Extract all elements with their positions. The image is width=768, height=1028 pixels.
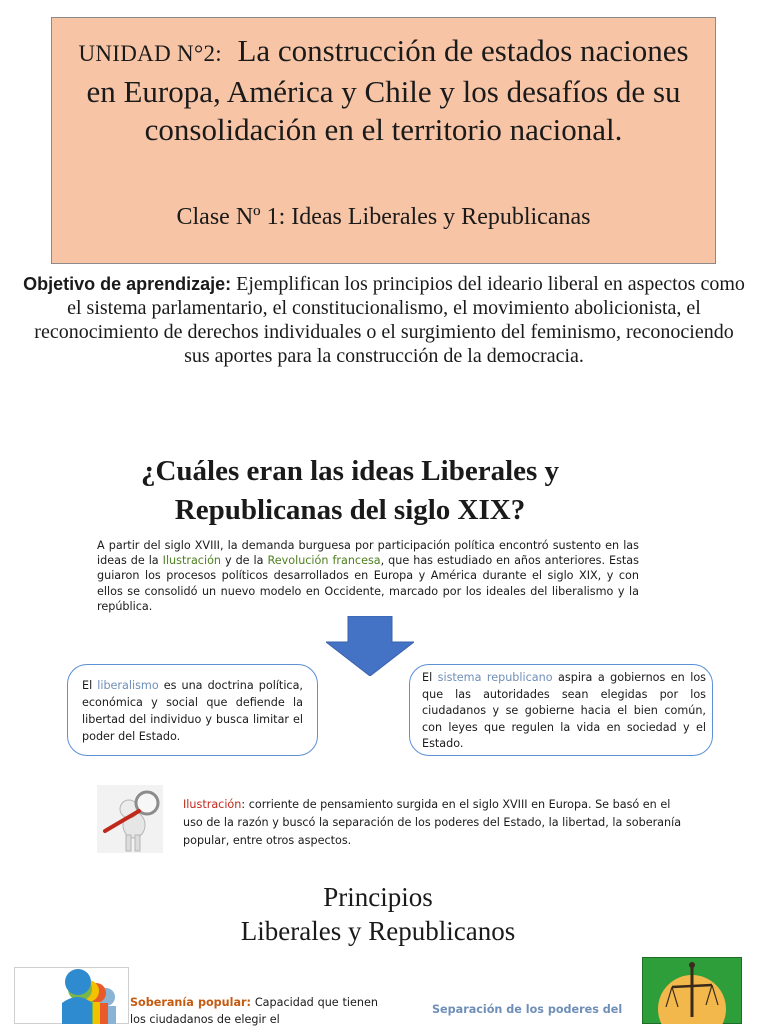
liberalismo-text: es una doctrina política, económica y social que defiende la libertad del individuo y busca limitar el poder del Estado. xyxy=(82,679,303,743)
intro-text-3: , que has estudiado en años anteriores. Estas guiaron los procesos políticos desarrollados en Europa y América durante el siglo XIX, y con ellos se consolidó un nuevo modelo en Occidente, marcado por los ideales del liberalismo y la república. xyxy=(97,554,639,613)
intro-text-2: y de la xyxy=(221,554,268,568)
principios-heading xyxy=(150,880,606,948)
term-ilustracion-def: Ilustración xyxy=(183,798,242,811)
republicano-definition xyxy=(409,664,713,756)
down-arrow-icon xyxy=(326,616,414,676)
objective-text: Ejemplifican los principios del ideario liberal en aspectos como el sistema parlamentario, el constitucionalismo, el movimiento abolicionista, el reconocimiento de derechos individuales o el surgimiento del feminismo, reconociendo sus aportes para la construcción de la democracia. xyxy=(34,273,745,367)
section-question xyxy=(60,452,640,530)
ilustracion-def-text: : corriente de pensamiento surgida en el siglo XVIII en Europa. Se basó en el uso de la razón y buscó la separación de los poderes del Estado, la libertad, la soberanía popular, entre otros aspectos. xyxy=(183,798,682,847)
justice-scale-icon xyxy=(642,957,742,1024)
separacion-poderes-heading: Separación de los poderes del xyxy=(432,1003,623,1016)
republicano-prefix: El xyxy=(422,671,438,684)
people-crowd-icon xyxy=(14,967,129,1024)
liberalismo-prefix: El xyxy=(82,679,98,692)
term-soberania-popular: Soberanía popular: xyxy=(130,996,251,1009)
liberalismo-definition xyxy=(67,664,318,756)
unit-header-box xyxy=(51,17,716,264)
term-ilustracion: Ilustración xyxy=(162,554,222,568)
objective-label: Objetivo de aprendizaje: xyxy=(23,274,232,294)
magnifying-glass-figure-icon xyxy=(97,785,163,853)
soberania-text: Capacidad que tienen los ciudadanos de elegir el xyxy=(130,996,378,1026)
principios-line-1: Principios xyxy=(323,882,433,912)
soberania-popular-definition xyxy=(130,994,378,1028)
ilustracion-definition xyxy=(183,796,683,850)
intro-text-1: A partir del siglo XVIII, la demanda burguesa por participación política encontró sustento en las ideas de la xyxy=(97,539,639,568)
question-line-2: Republicanas del siglo XIX? xyxy=(174,494,526,526)
term-liberalismo: liberalismo xyxy=(97,679,159,692)
learning-objective xyxy=(22,272,746,368)
unit-label: UNIDAD N°2: xyxy=(78,41,222,66)
class-title: Clase Nº 1: Ideas Liberales y Republicanas xyxy=(176,204,591,230)
republicano-text: aspira a gobiernos en los que las autoridades sean elegidas por los ciudadanos y se gobierne hacia el bien común, con leyes que regulen la vida en sociedad y el Estado. xyxy=(422,671,706,751)
term-sistema-republicano: sistema republicano xyxy=(437,671,553,684)
unit-title xyxy=(52,32,715,149)
principios-line-2: Liberales y Republicanos xyxy=(240,916,516,946)
unit-title-text: La construcción de estados naciones en Europa, América y Chile y los desafíos de su consolidación en el territorio nacional. xyxy=(86,33,689,147)
term-revolucion-francesa: Revolución francesa xyxy=(267,554,381,568)
question-line-1: ¿Cuáles eran las ideas Liberales y xyxy=(140,455,560,487)
intro-paragraph xyxy=(97,538,639,614)
